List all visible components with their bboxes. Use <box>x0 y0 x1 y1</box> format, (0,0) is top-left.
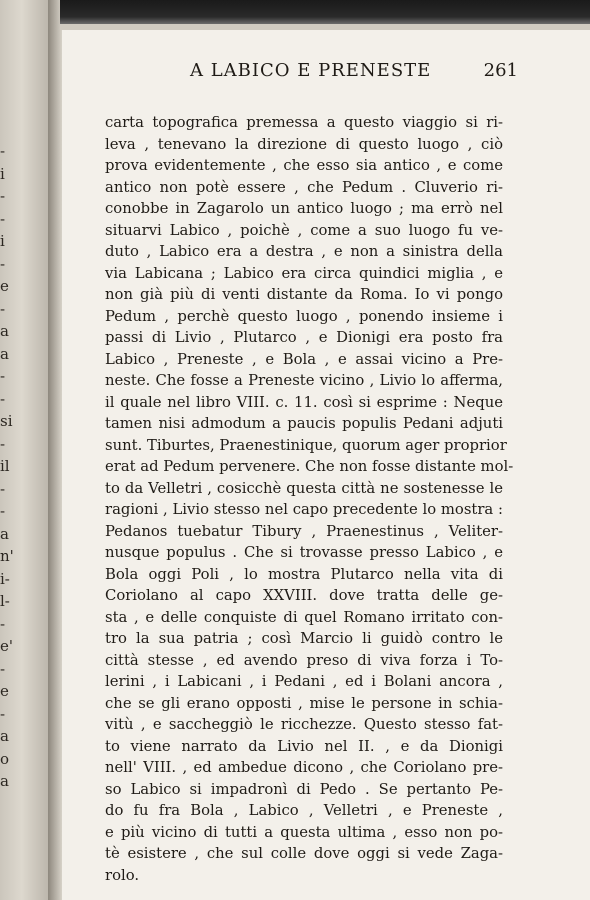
fragment: - <box>0 659 6 678</box>
fragment: i <box>0 232 5 250</box>
fragment: - <box>0 142 6 160</box>
page-header <box>118 60 518 88</box>
scanner-edge <box>60 0 590 24</box>
text-line: antico non potè essere , che Pedum . Cluverio ri- <box>105 178 503 196</box>
book-gutter <box>48 0 62 900</box>
text-line: so Labico si impadronì di Pedo . Se pertanto Pe- <box>105 780 503 798</box>
facing-page-edge <box>0 0 48 900</box>
text-line: erat ad Pedum pervenere. Che non fosse distante mol- <box>105 458 514 475</box>
text-line: sta , e delle conquiste di quel Romano irritato con- <box>105 608 503 626</box>
fragment: - <box>0 209 6 228</box>
text-line: città stesse , ed avendo preso di viva forza i To- <box>105 651 503 669</box>
text-line: tamen nisi admodum a paucis populis Pedani adjuti <box>105 415 503 432</box>
text-line: to viene narrato da Livio nel II. , e da Dionigi <box>105 737 503 755</box>
text-line: situarvi Labico , poichè , come a suo luogo fu ve- <box>105 221 503 239</box>
fragment: e' <box>0 637 14 655</box>
fragment: i <box>0 164 5 183</box>
text-line: nell' VIII. , ed ambedue dicono , che Coriolano pre- <box>105 759 503 776</box>
text-line: duto , Labico era a destra , e non a sinistra della <box>105 243 503 260</box>
text-line: carta topografica premessa a questo viaggio si ri- <box>105 114 503 131</box>
text-line: Pedum , perchè questo luogo , ponendo insieme i <box>105 307 503 325</box>
fragment: o <box>0 749 10 768</box>
fragment: e <box>0 277 9 295</box>
text-line: e più vicino di tutti a questa ultima , esso non po- <box>105 823 503 841</box>
text-line: leva , tenevano la direzione di questo luogo , ciò <box>105 135 503 153</box>
text-line: tè esistere , che sul colle dove oggi si vede Zaga- <box>105 845 503 862</box>
running-head: A LABICO E PRENESTE <box>190 60 432 81</box>
text-line: passi di Livio , Plutarco , e Dionigi era posto fra <box>105 329 503 346</box>
facing-page-fragments <box>0 140 14 793</box>
fragment: a <box>0 524 9 543</box>
fragment: - <box>0 389 6 408</box>
text-line: conobbe in Zagarolo un antico luogo ; ma errò nel <box>105 200 503 217</box>
fragment: a <box>0 344 9 363</box>
fragment: - <box>0 479 6 498</box>
text-line: neste. Che fosse a Preneste vicino , Livio lo afferma, <box>105 372 503 389</box>
fragment: a <box>0 727 9 745</box>
fragment: i- <box>0 569 10 588</box>
fragment: il <box>0 457 10 475</box>
fragment: n' <box>0 547 14 565</box>
text-line: il quale nel libro VIII. c. 11. così si esprime : Neque <box>105 393 503 411</box>
fragment: - <box>0 704 6 723</box>
text-line: rolo. <box>105 866 140 884</box>
text-line: vitù , e saccheggiò le ricchezze. Questo stesso fat- <box>105 716 503 733</box>
fragment: - <box>0 187 6 205</box>
page-number: 261 <box>483 60 518 81</box>
fragment: - <box>0 502 6 520</box>
text-line: Bola oggi Poli , lo mostra Plutarco nella vita di <box>105 565 503 583</box>
text-line: lerini , i Labicani , i Pedani , ed i Bolani ancora , <box>105 673 503 690</box>
body-text <box>105 112 514 886</box>
text-line: Labico , Preneste , e Bola , e assai vicino a Pre- <box>105 350 503 368</box>
text-line: via Labicana ; Labico era circa quindici miglia , e <box>105 264 503 282</box>
fragment: si <box>0 412 13 430</box>
text-line: nusque populus . Che si trovasse presso Labico , e <box>105 544 503 561</box>
text-line: sunt. Tiburtes, Praenestinique, quorum ager proprior <box>105 436 507 454</box>
fragment: - <box>0 254 6 273</box>
text-line: Pedanos tuebatur Tibury , Praenestinus , Veliter- <box>105 522 503 540</box>
fragment: a <box>0 322 9 340</box>
text-line: che se gli erano opposti , mise le persone in schia- <box>105 694 503 712</box>
fragment: - <box>0 299 6 318</box>
fragment: - <box>0 367 6 385</box>
fragment: a <box>0 772 9 790</box>
fragment: - <box>0 614 6 633</box>
text-line: non già più di venti distante da Roma. Io vi pongo <box>105 286 503 303</box>
text-line: tro la sua patria ; così Marcio li guidò contro le <box>105 630 503 647</box>
text-line: ragioni , Livio stesso nel capo precedente lo mostra : <box>105 501 503 518</box>
fragment: e <box>0 682 9 700</box>
text-line: do fu fra Bola , Labico , Velletri , e Preneste , <box>105 802 503 819</box>
fragment: l- <box>0 592 10 610</box>
text-line: prova evidentemente , che esso sia antico , e come <box>105 157 503 174</box>
fragment: - <box>0 434 6 453</box>
text-line: Coriolano al capo XXVIII. dove tratta delle ge- <box>105 587 503 604</box>
text-line: to da Velletri , cosicchè questa città ne sostenesse le <box>105 479 503 497</box>
